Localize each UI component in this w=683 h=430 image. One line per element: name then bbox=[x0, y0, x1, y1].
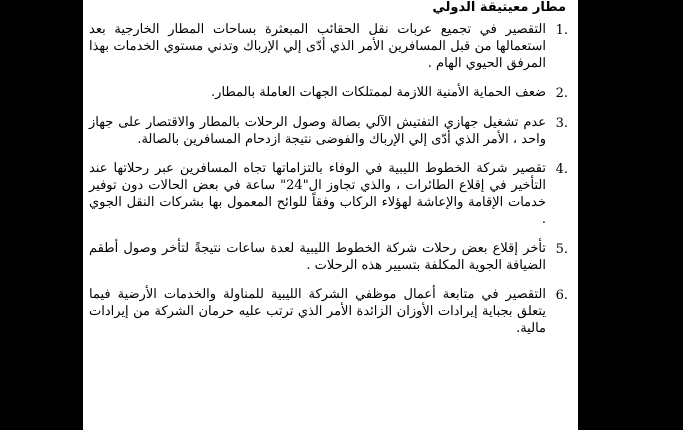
item-number: .4 bbox=[555, 162, 568, 177]
item-text: التقصير في تجميع عربات نقل الحقائب المبعثرة بساحات المطار الخارجية بعد استعمالها من قبل المسافرين الأمر الذي أدّى إلي الإرباك وتدني مستوي الخدمات بهذا المرفق الحيوي الهام . bbox=[89, 22, 546, 71]
document-heading: مطار معيتيقة الدولي bbox=[432, 0, 566, 15]
item-text: عدم تشغيل جهازي التفتيش الآلي بصالة وصول الرحلات بالمطار والاقتصار على جهاز واحد ، الأمر الذي أدّى إلي الإرباك والفوضى نتيجة ازدحام المسافرين بالصالة. bbox=[89, 115, 546, 147]
list-item bbox=[89, 84, 568, 102]
item-text: التقصير في متابعة أعمال موظفي الشركة الليبية للمناولة والخدمات الأرضية فيما يتعلق بجباية إيرادات الأوزان الزائدة الأمر الذي ترتب عليه حرمان الشركة من إيرادات مالية. bbox=[89, 287, 546, 336]
item-number: .3 bbox=[555, 116, 568, 131]
list-item bbox=[89, 114, 568, 148]
list-item bbox=[89, 240, 568, 274]
item-text: تأخر إقلاع بعض رحلات شركة الخطوط الليبية لعدة ساعات نتيجةً لتأخر وصول أطقم الضيافة الجوية المكلفة بتسيير هذه الرحلات . bbox=[89, 241, 546, 273]
document-page bbox=[83, 0, 578, 430]
item-number: .5 bbox=[555, 242, 568, 257]
list-item bbox=[89, 21, 568, 72]
item-text: ضعف الحماية الأمنية اللازمة لممتلكات الجهات العاملة بالمطار. bbox=[211, 85, 546, 100]
item-number: .1 bbox=[555, 23, 568, 38]
findings-list bbox=[89, 21, 568, 337]
item-text: تقصير شركة الخطوط الليبية في الوفاء بالتزاماتها تجاه المسافرين عبر رحلاتها عند التأخير في إقلاع الطائرات ، والذي تجاوز ال"24" ساعة في بعض الحالات دون توفير خدمات الإقامة والإعاشة لهؤلاء الركاب وفقاً للوائح المعمول بها بشركات النقل الجوي . bbox=[89, 161, 546, 227]
item-number: .2 bbox=[555, 86, 568, 101]
list-item bbox=[89, 160, 568, 228]
item-number: .6 bbox=[555, 288, 568, 303]
list-item bbox=[89, 286, 568, 337]
document-body bbox=[83, 0, 578, 337]
